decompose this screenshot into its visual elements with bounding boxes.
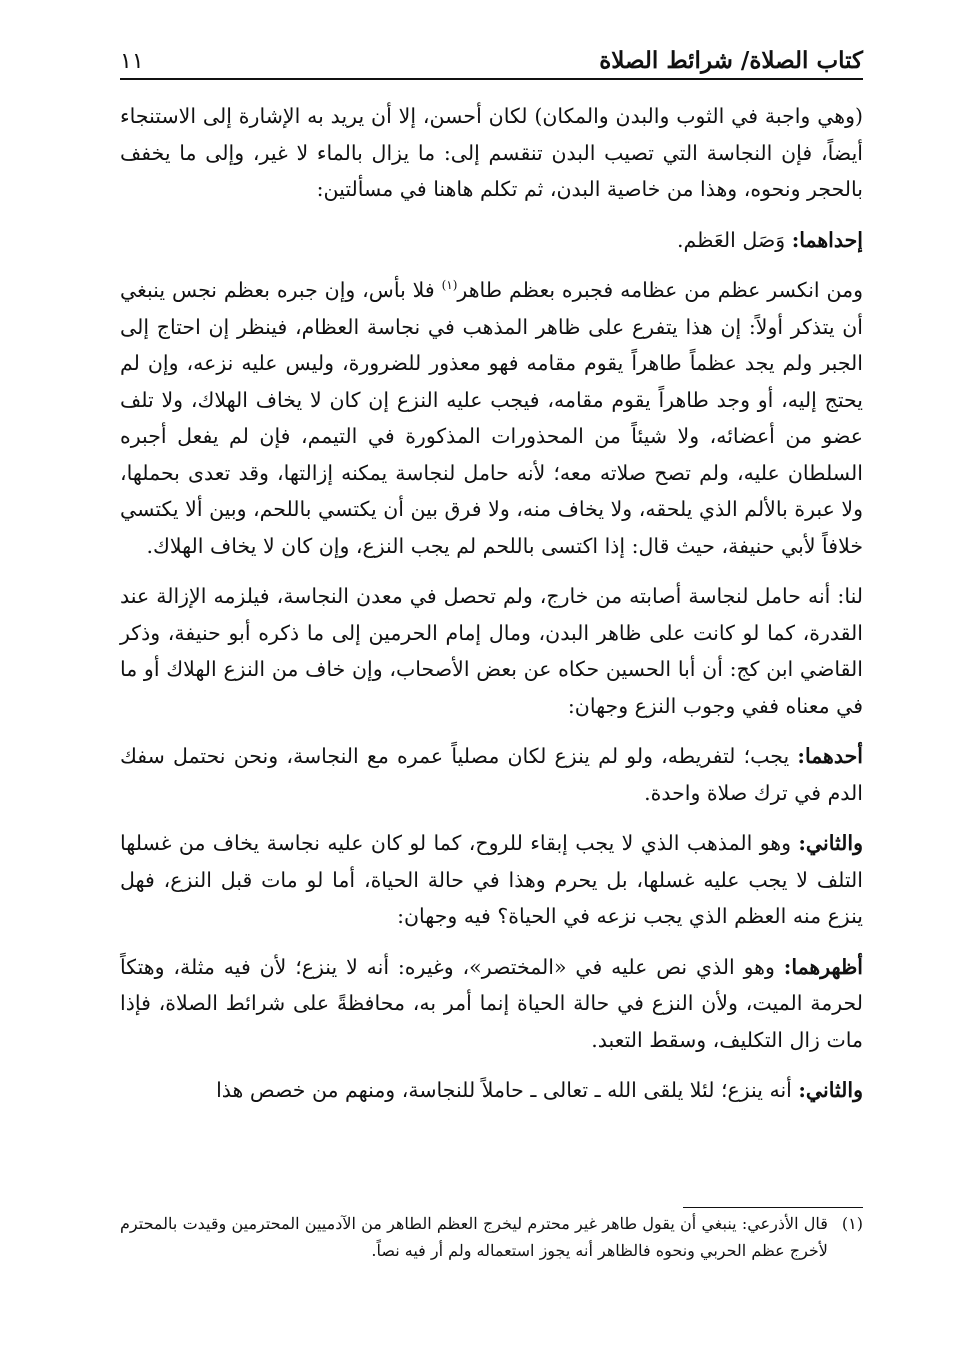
- section-text: وَصَل العَظم.: [677, 227, 792, 252]
- paragraph-2: [120, 222, 863, 259]
- opinion-text: يجب؛ لتفريطه، ولو لم ينزع لكان مصلياً عمره مع النجاسة، ونحن نحتمل سفك الدم في ترك صلاة واحدة.: [120, 744, 863, 805]
- paragraph-3: [120, 272, 863, 564]
- opinion-text: أنه ينزع؛ لئلا يلقى الله ـ تعالى ـ حاملاً للنجاسة، ومنهم من خصص هذا: [216, 1078, 799, 1102]
- footnote-number: (١): [841, 1214, 863, 1233]
- paragraph-8: [120, 1072, 863, 1109]
- opinion-text: وهو المذهب الذي لا يجب إبقاء للروح، كما لو كان عليه نجاسة يخاف من غسلها التلف لا يجب عليه غسلها، بل يحرم وهذا في حالة الحياة، أما لو مات قبل النزع، فهل ينزع منه العظم الذي يجب نزعه في الحياة؟ فيه وجهان:: [120, 831, 863, 928]
- footnote-separator: [683, 1207, 863, 1208]
- opinion-lead: والثاني:: [798, 1078, 863, 1102]
- paragraph-5: [120, 738, 863, 811]
- opinion-lead: أظهرهما:: [783, 954, 863, 979]
- opinion-lead: والثاني:: [798, 831, 863, 855]
- footnote-text: قال الأذرعي: ينبغي أن يقول طاهر غير محترم ليخرج العظم الطاهر من الآدميين المحترمين وقيدت بالمحترم لأخرج عظم الحربي ونحوه فالظاهر أنه يجوز استعماله ولم أر فيه نصاً.: [120, 1214, 828, 1260]
- paragraph-1: (وهي واجبة في الثوب والبدن والمكان) لكان أحسن، إلا أن يريد به الإشارة إلى الاستنجاء أيضاً، فإن النجاسة التي تصيب البدن تنقسم إلى: ما يزال بالماء لا غير، وإلى ما يخفف بالحجر ونحوه، وهذا من خاصية البدن، ثم تكلم هاهنا في مسألتين:: [120, 104, 863, 201]
- opinion-text: وهو الذي نص عليه في «المختصر»، وغيره: أنه لا ينزع؛ لأن فيه مثلة، وهتكاً لحرمة الميت، ولأن النزع في حالة الحياة إنما أمر به، محافظةً على شرائط الصلاة، فإذا مات زال التكليف، وسقط التعبد.: [120, 954, 863, 1052]
- opinion-lead: أحدهما:: [797, 744, 863, 768]
- paragraph-text: ومن انكسر عظم من عظامه فجبره بعظم طاهر: [457, 278, 863, 302]
- page-number: ١١: [120, 49, 144, 74]
- footnote-reference: (١): [441, 278, 458, 293]
- footnote: [120, 1210, 863, 1264]
- footnotes: [120, 1210, 863, 1264]
- paragraph-text: فلا بأس، وإن جبره بعظم نجس ينبغي أن يتذكر أولاً: إن هذا يتفرع على ظاهر المذهب في نجاسة العظام، فينظر إن احتاج إلى الجبر ولم يجد عظماً طاهراً يقوم مقامه فهو معذور للضرورة، وليس عليه نزعه، وإن لم يحتج إليه، أو وجد طاهراً يقوم مقامه، فيجب عليه النزع إن كان لا يخاف الهلاك، ولا تلف عضو من أعضائه، ولا شيئاً من المحذورات المذكورة في التيمم، فإن لم يفعل أجبره السلطان عليه، ولم تصح صلاته معه؛ لأنه حامل لنجاسة يمكنه إزالتها، وقد تعدى بحملها، ولا عبرة بالألم الذي يلحقه، ولا يخاف منه، ولا فرق بين أن يكتسي باللحم، وبين ألا يكتسي خلافاً لأبي حنيفة، حيث قال: إذا اكتسى باللحم لم يجب النزع، وإن كان لا يخاف الهلاك.: [120, 278, 863, 558]
- main-text: [120, 98, 863, 1109]
- paragraph-6: [120, 825, 863, 935]
- section-lead: إحداهما:: [791, 227, 863, 252]
- paragraph-4: لنا: أنه حامل لنجاسة أصابته من خارج، ولم تحصل في معدن النجاسة، فيلزمه الإزالة عند القدرة، كما لو كانت على ظاهر البدن، ومال إمام الحرمين إلى ما ذكره أبو حنيفة، وذكر القاضي ابن كج: أن أبا الحسين حكاه عن بعض الأصحاب، وإن خاف من النزع الهلاك أو ما في معناه ففي وجوب النزع وجهان:: [120, 584, 863, 718]
- running-title: كتاب الصلاة/ شرائط الصلاة: [599, 47, 863, 74]
- page-header: [120, 34, 863, 78]
- paragraph-7: [120, 949, 863, 1059]
- header-divider: [120, 78, 863, 80]
